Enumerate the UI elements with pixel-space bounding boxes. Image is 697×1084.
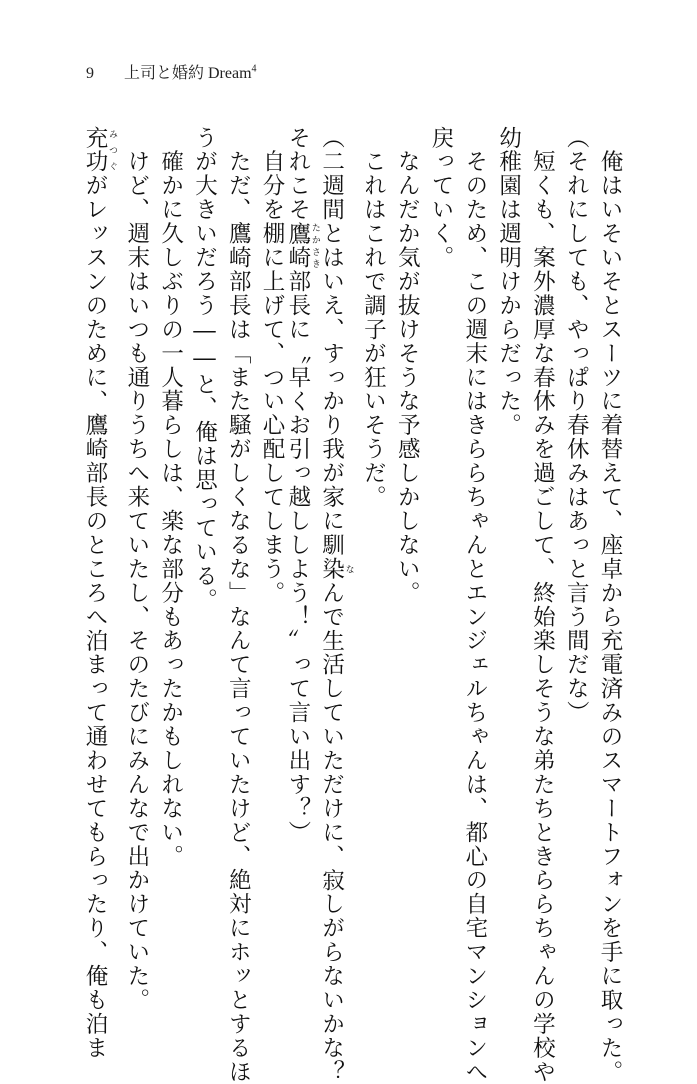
text-run: 部長に〝早くお引っ越ししよう！〟って言い出す？） [284, 269, 311, 845]
page-number: 9 [86, 65, 94, 82]
text-column [426, 126, 455, 944]
text-column [527, 126, 556, 1084]
text-run: そのため、この週末にはきららちゃんとエンジェルちゃんは、都心の自宅マンションへ [461, 126, 488, 1084]
ruby-annotation [284, 221, 320, 270]
text-run: 確かに久しぶりの一人暮らしは、楽な部分もあったかもしれない。 [157, 126, 184, 869]
page-header [86, 60, 257, 83]
text-run: がレッスンのために、鷹崎部長のところへ泊まって通わせてもらったり、俺も泊ま [82, 173, 109, 1061]
text-run: 俺はいそいそとスーツに着替えて、座卓から充電済みのスマートフォンを手に取った。 [597, 126, 623, 1084]
text-column [122, 126, 151, 1013]
text-column [189, 126, 218, 944]
vertical-body-text [72, 126, 624, 1084]
text-column [460, 126, 489, 1084]
ruby-reading: な [343, 557, 354, 582]
text-column [595, 126, 624, 1084]
text-run: なんだか気が抜けそうな予感しかしない。 [394, 126, 421, 605]
text-run: ただ、鷹崎部長は「また騒がしくなるな」なんて言っていたけど、絶対にホッとするほ [225, 126, 252, 1084]
text-run: うが大きいだろう――と、俺は思っている。 [191, 126, 218, 612]
text-run: 幼稚園は週明けからだった。 [495, 126, 522, 438]
text-run: 戻っていく。 [428, 126, 455, 270]
text-run: けど、週末はいつも通りうちへ来ていたし、そのたびにみんなで出かけていた。 [123, 126, 150, 1013]
ruby-annotation [318, 557, 354, 582]
ruby-reading: たかさき [309, 221, 320, 270]
ruby-base: 染 [318, 557, 345, 582]
text-run: （二週間とはいえ、すっかり我が家に馴 [318, 126, 345, 558]
text-column [284, 126, 320, 944]
text-column [257, 126, 286, 944]
running-title [124, 65, 257, 82]
text-column [358, 126, 387, 944]
ruby-reading: みつぐ [107, 126, 118, 174]
text-run: それこそ [284, 126, 311, 222]
ruby-base: 鷹崎 [284, 221, 311, 270]
running-title-volume: 4 [251, 63, 257, 75]
text-run: これはこれで調子が狂いそうだ。 [360, 126, 387, 510]
text-column [561, 126, 590, 944]
running-title-text: 上司と婚約 Dream [124, 65, 252, 82]
text-column [318, 126, 354, 1084]
ruby-base: 充功 [82, 126, 109, 174]
text-run: んで生活していただけに、寂しがらないかな？ [318, 581, 345, 1084]
text-column [494, 126, 523, 944]
text-run: 自分を棚に上げて、つい心配してしまう。 [259, 126, 286, 605]
text-column [156, 126, 185, 944]
text-run: （それにしても、やっぱり春休みはあっと言う間だな） [563, 126, 590, 725]
text-column [392, 126, 421, 944]
ruby-annotation [82, 126, 118, 174]
text-column [223, 126, 252, 1084]
text-run: 短くも、案外濃厚な春休みを過ごして、終始楽しそうな弟たちときららちゃんの学校や [529, 126, 556, 1084]
text-column [82, 126, 118, 1061]
